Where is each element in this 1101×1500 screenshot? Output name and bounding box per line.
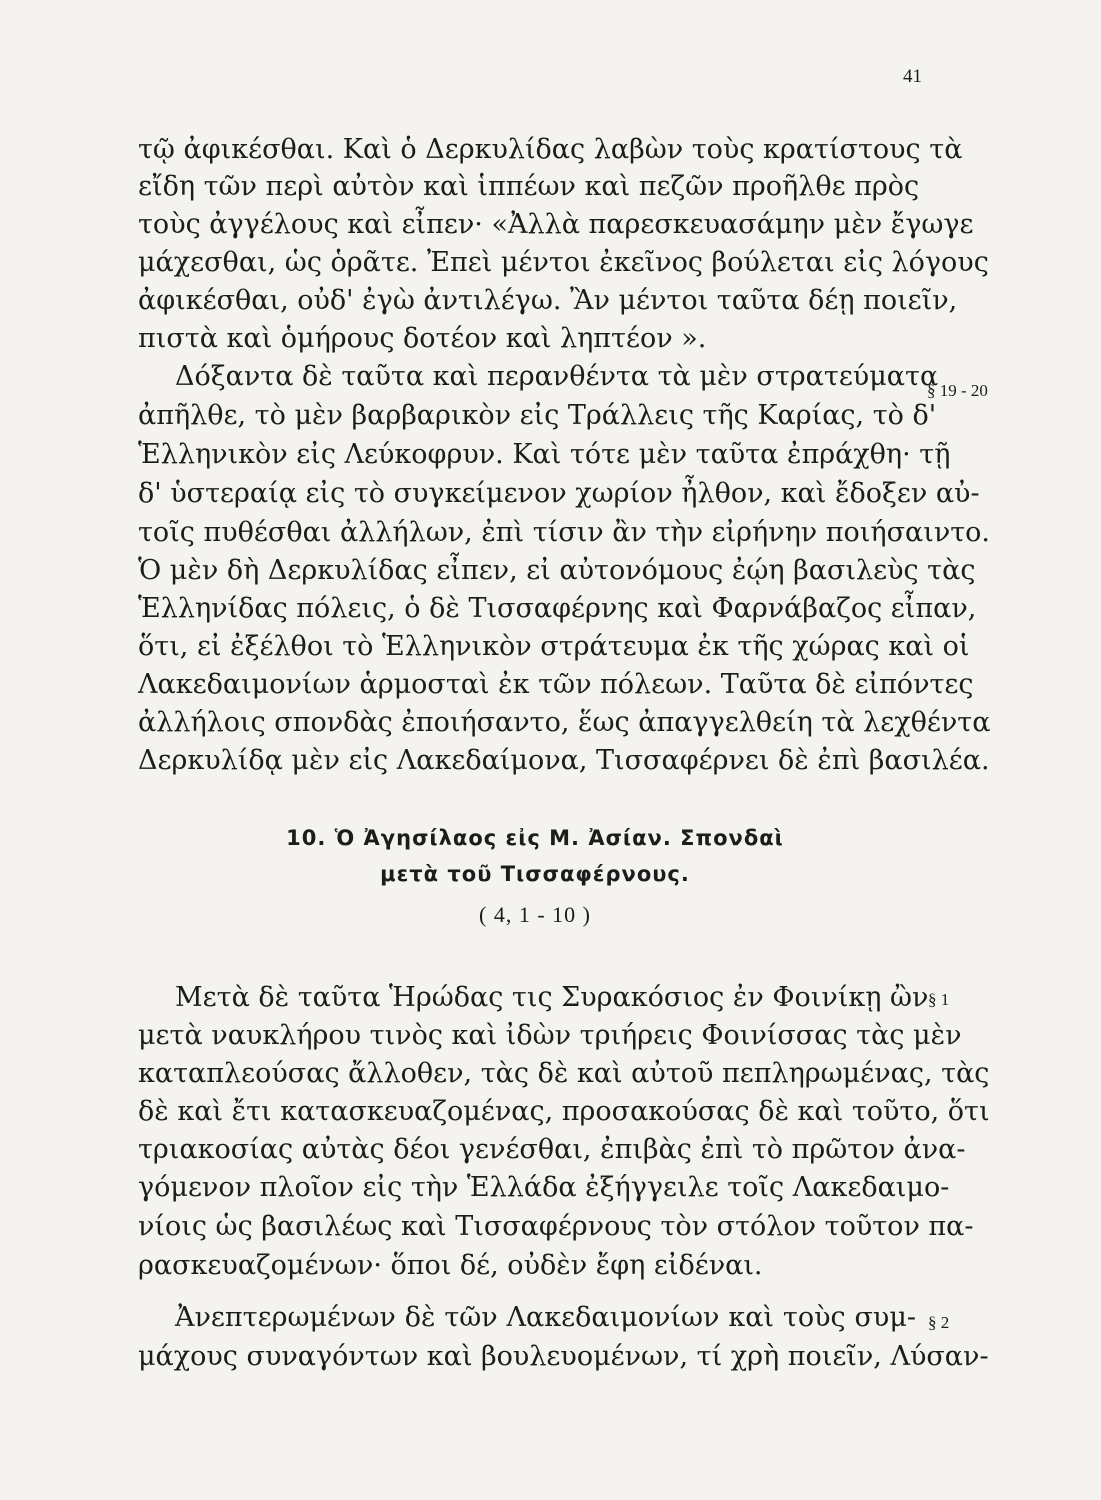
text-line: Ὁ μὲν δὴ Δερκυλίδας εἶπεν, εἰ αὐτονόμους ἐῴη βασιλεὺς τὰς <box>138 555 976 586</box>
text-line: Λακεδαιμονίων ἁρμοσταὶ ἐκ τῶν πόλεων. Ταῦτα δὲ εἰπόντες <box>138 669 974 700</box>
text-line: τριακοσίας αὐτὰς δέοι γενέσθαι, ἐπιβὰς ἐπὶ τὸ πρῶτον ἀνα- <box>138 1134 966 1165</box>
text-line: ἀλλήλοις σπονδὰς ἐποιήσαντο, ἕως ἀπαγγελθείη τὰ λεχθέντα <box>138 707 991 738</box>
text-line: μετὰ ναυκλήρου τινὸς καὶ ἰδὼν τριήρεις Φοινίσσας τὰς μὲν <box>138 1020 962 1051</box>
text-line: γόμενον πλοῖον εἰς τὴν Ἑλλάδα ἐξήγγειλε τοῖς Λακεδαιμο- <box>138 1172 950 1203</box>
page-number: 41 <box>903 66 922 87</box>
section-ref: § 19 - 20 <box>927 381 988 400</box>
section-ref: § 1 <box>928 990 950 1009</box>
text-line: εἴδη τῶν περὶ αὐτὸν καὶ ἱππέων καὶ πεζῶν προῆλθε πρὸς <box>138 171 920 202</box>
text-line: δ' ὑστεραίᾳ εἰς τὸ συγκείμενον χωρίον ἦλθον, καὶ ἔδοξεν αὐ- <box>138 478 980 509</box>
text-line: ἀφικέσθαι, οὐδ' ἐγὼ ἀντιλέγω. Ἂν μέντοι ταῦτα δέῃ ποιεῖν, <box>138 285 958 316</box>
text-line: καταπλεούσας ἄλλοθεν, τὰς δὲ καὶ αὐτοῦ πεπληρωμένας, τὰς <box>138 1058 990 1089</box>
text-line: νίοις ὡς βασιλέως καὶ Τισσαφέρνους τὸν στόλον τοῦτον πα- <box>138 1211 974 1242</box>
text-line: ρασκευαζομένων· ὅποι δέ, οὐδὲν ἔφη εἰδέναι. <box>138 1250 763 1281</box>
text-line: Μετὰ δὲ ταῦτα Ἡρώδας τις Συρακόσιος ἐν Φοινίκῃ ὢν <box>175 982 929 1013</box>
text-line: ἀπῆλθε, τὸ μὲν βαρβαρικὸν εἰς Τράλλεις τῆς Καρίας, τὸ δ' <box>138 400 937 431</box>
section-heading-line1: 10. Ὁ Ἀγησίλαος εἰς Μ. Ἀσίαν. Σπονδαὶ <box>286 826 784 850</box>
source-reference: ( 4, 1 - 10 ) <box>479 902 591 927</box>
text-line: Ἑλληνίδας πόλεις, ὁ δὲ Τισσαφέρνης καὶ Φαρνάβαζος εἶπαν, <box>138 593 977 624</box>
text-line: μάχεσθαι, ὡς ὁρᾶτε. Ἐπεὶ μέντοι ἐκεῖνος βούλεται εἰς λόγους <box>138 247 989 278</box>
text-line: πιστὰ καὶ ὁμήρους δοτέον καὶ ληπτέον ». <box>138 323 707 354</box>
text-line: Δερκυλίδᾳ μὲν εἰς Λακεδαίμονα, Τισσαφέρνει δὲ ἐπὶ βασιλέα. <box>138 745 990 776</box>
text-line: τοῖς πυθέσθαι ἀλλήλων, ἐπὶ τίσιν ἂν τὴν εἰρήνην ποιήσαιντο. <box>138 517 991 548</box>
text-line: Ἑλληνικὸν εἰς Λεύκοφρυν. Καὶ τότε μὲν ταῦτα ἐπράχθη· τῇ <box>138 439 951 470</box>
text-line: ὅτι, εἰ ἐξέλθοι τὸ Ἑλληνικὸν στράτευμα ἐκ τῆς χώρας καὶ οἱ <box>138 631 970 662</box>
text-line: δὲ καὶ ἔτι κατασκευαζομένας, προσακούσας δὲ καὶ τοῦτο, ὅτι <box>138 1096 990 1127</box>
text-line: Δόξαντα δὲ ταῦτα καὶ περανθέντα τὰ μὲν στρατεύματα <box>175 361 939 392</box>
text-line: μάχους συναγόντων καὶ βουλευομένων, τί χρὴ ποιεῖν, Λύσαν- <box>138 1341 989 1372</box>
text-line: τοὺς ἀγγέλους καὶ εἶπεν· «Ἀλλὰ παρεσκευασάμην μὲν ἔγωγε <box>138 209 974 240</box>
text-line: Ἀνεπτερωμένων δὲ τῶν Λακεδαιμονίων καὶ τοὺς συμ- <box>175 1302 916 1333</box>
text-line: τῷ ἀφικέσθαι. Καὶ ὁ Δερκυλίδας λαβὼν τοὺς κρατίστους τὰ <box>138 134 963 165</box>
section-ref: § 2 <box>928 1313 950 1332</box>
section-heading-line2: μετὰ τοῦ Τισσαφέρνους. <box>380 862 690 886</box>
